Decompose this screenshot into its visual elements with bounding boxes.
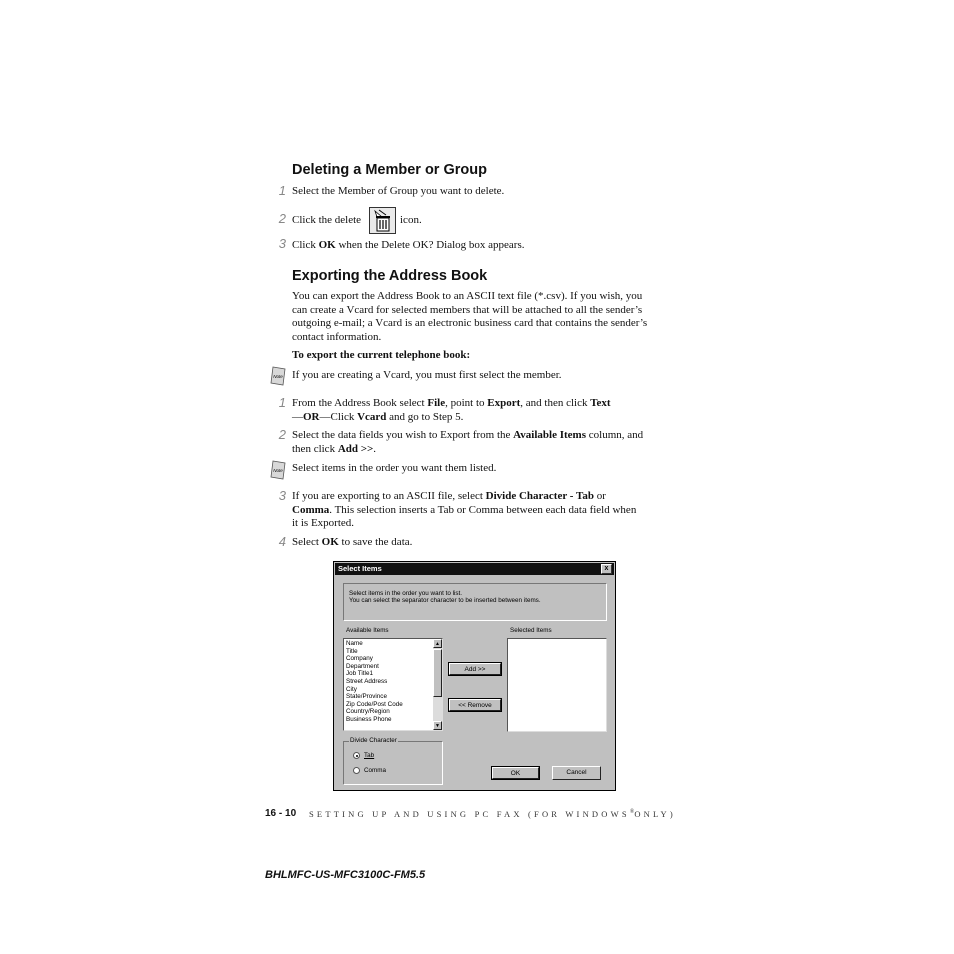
- step-number: 3: [278, 236, 286, 251]
- step-number: 3: [278, 488, 286, 503]
- step-text: If you are exporting to an ASCII file, select Divide Character - Tab or Comma. This selection inserts a Tab or Comma between each data field when it is Exported.: [292, 490, 637, 530]
- section-heading-exporting: Exporting the Address Book: [292, 268, 488, 284]
- step-text-suffix: icon.: [400, 214, 422, 226]
- info-box: [343, 583, 607, 621]
- list-item[interactable]: City: [346, 685, 357, 693]
- info-line: Select items in the order you want to list.: [349, 590, 463, 597]
- document-id: BHLMFC-US-MFC3100C-FM5.5: [265, 869, 426, 881]
- selected-items-list[interactable]: [507, 638, 607, 732]
- note-icon: [270, 366, 287, 391]
- radio-tab-label[interactable]: Tab: [364, 752, 375, 759]
- delete-icon: [369, 207, 396, 234]
- scrollbar[interactable]: [433, 639, 442, 730]
- divide-character-label: Divide Character: [350, 737, 397, 744]
- note-text: Select items in the order you want them listed.: [292, 462, 497, 474]
- scroll-down-icon[interactable]: ▼: [433, 721, 442, 730]
- remove-button[interactable]: [448, 698, 502, 712]
- step-number: 1: [278, 395, 286, 410]
- step-number: 4: [278, 534, 286, 549]
- list-item[interactable]: Name: [346, 640, 363, 647]
- ok-button[interactable]: [491, 766, 540, 780]
- close-icon[interactable]: x: [601, 564, 612, 574]
- step-number: 2: [278, 427, 286, 442]
- step-text: Select the Member of Group you want to delete.: [292, 185, 505, 197]
- add-button[interactable]: [448, 662, 502, 676]
- note-text: If you are creating a Vcard, you must first select the member.: [292, 369, 562, 381]
- remove-button-label[interactable]: << Remove: [449, 699, 501, 711]
- note-icon: [270, 460, 287, 485]
- step-text: Click the delete: [292, 214, 362, 226]
- cancel-button[interactable]: Cancel: [552, 766, 601, 780]
- running-title: SETTING UP AND USING PC FAX (FOR WINDOWS®ONLY): [309, 809, 676, 819]
- info-line: You can select the separator character to be inserted between items.: [349, 597, 541, 604]
- ok-button-label[interactable]: OK: [492, 767, 539, 779]
- scroll-up-icon[interactable]: ▲: [433, 639, 442, 648]
- step-text: Click OK when the Delete OK? Dialog box appears.: [292, 239, 525, 251]
- intro-paragraph: You can export the Address Book to an ASCII text file (*.csv). If you wish, you can create a Vcard for selected members that will be attached to all the sender’s outgoing e-mail; a Vcard is an electronic business card that contains the sender’s contact information.: [292, 290, 648, 343]
- radio-tab[interactable]: [353, 752, 360, 759]
- available-items-list[interactable]: [343, 638, 443, 731]
- radio-comma-label[interactable]: Comma: [364, 767, 387, 774]
- list-item[interactable]: Job Title1: [346, 670, 373, 678]
- list-item[interactable]: State/Province: [346, 693, 387, 701]
- step-number: 1: [278, 183, 286, 198]
- step-text: Select OK to save the data.: [292, 536, 413, 548]
- available-items-entries: [346, 640, 430, 724]
- svg-text:Note: Note: [273, 468, 283, 473]
- list-item[interactable]: Department: [346, 662, 379, 670]
- page-number: 16 - 10: [265, 808, 297, 819]
- step-number: 2: [278, 211, 286, 226]
- dialog-titlebar: [335, 563, 614, 575]
- divide-character-group: [343, 737, 443, 785]
- scroll-thumb[interactable]: [433, 649, 442, 697]
- list-item[interactable]: Street Address: [346, 677, 388, 685]
- list-item[interactable]: Title: [346, 647, 358, 655]
- dialog-title: Select Items: [338, 564, 382, 573]
- select-items-dialog: [333, 561, 616, 791]
- step-text: From the Address Book select File, point to Export, and then click Text —OR—Click Vcard and go to Step 5.: [292, 397, 611, 423]
- list-item[interactable]: Zip Code/Post Code: [346, 700, 403, 708]
- available-items-label: Available Items: [346, 627, 389, 634]
- section-heading-deleting: Deleting a Member or Group: [292, 162, 487, 178]
- svg-text:Note: Note: [273, 374, 283, 379]
- selected-items-label: Selected Items: [510, 627, 552, 634]
- add-button-label[interactable]: Add >>: [449, 663, 501, 675]
- list-item[interactable]: Country/Region: [346, 708, 390, 716]
- list-item[interactable]: Company: [346, 655, 373, 663]
- subheading: To export the current telephone book:: [292, 349, 471, 361]
- step-text: Select the data fields you wish to Export from the Available Items column, and then click Add >>.: [292, 429, 644, 455]
- list-item[interactable]: Business Phone: [346, 715, 392, 723]
- radio-comma[interactable]: [353, 767, 360, 774]
